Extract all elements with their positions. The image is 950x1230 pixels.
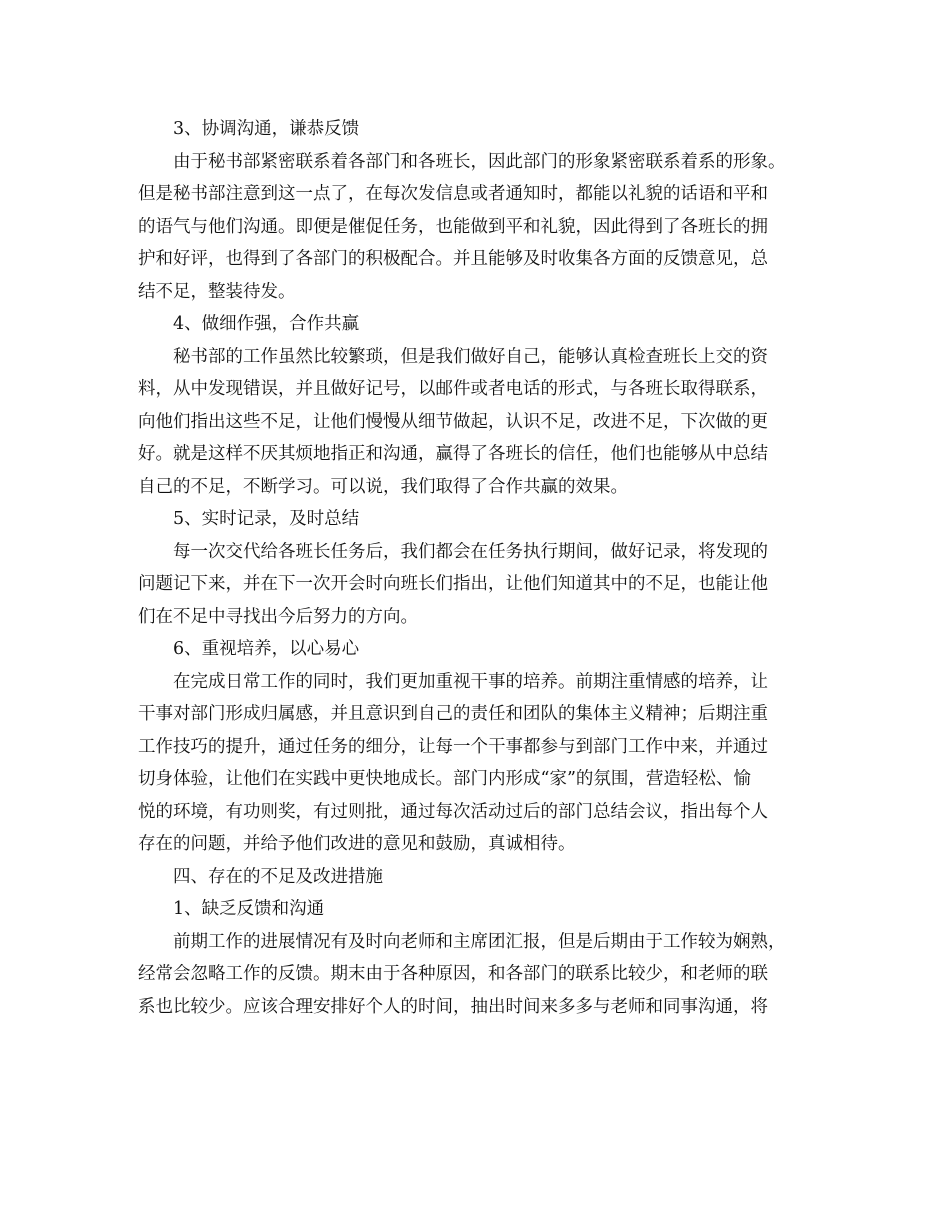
text-line: 1、缺乏反馈和沟通 (173, 899, 325, 919)
text-line: 但是秘书部注意到这一点了，在每次发信息或者通知时，都能以礼貌的话语和平和 (138, 184, 768, 204)
text-line: 向他们指出这些不足，让他们慢慢从细节做起，认识不足，改进不足，下次做的更 (138, 411, 768, 432)
text-line: 切身体验，让他们在实践中更快地成长。部门内形成“家”的氛围，营造轻松、愉 (138, 769, 751, 789)
text-line: 在完成日常工作的同时，我们更加重视干事的培养。前期注重情感的培养，让 (173, 671, 768, 692)
text-line: 系也比较少。应该合理安排好个人的时间，抽出时间来多多与老师和同事沟通，将 (138, 996, 768, 1017)
text-line: 4、做细作强，合作共赢 (173, 314, 360, 334)
text-line: 经常会忽略工作的反馈。期末由于各种原因，和各部门的联系比较少，和老师的联 (138, 964, 768, 984)
text-line: 工作技巧的提升，通过任务的细分，让每一个干事都参与到部门工作中来，并通过 (138, 736, 768, 757)
text-line: 3、协调沟通，谦恭反馈 (173, 119, 360, 139)
text-line: 存在的问题，并给予他们改进的意见和鼓励，真诚相待。 (138, 834, 576, 854)
text-line: 干事对部门形成归属感，并且意识到自己的责任和团队的集体主义精神；后期注重 (138, 704, 768, 724)
text-line: 自己的不足，不断学习。可以说，我们取得了合作共赢的效果。 (138, 476, 628, 497)
text-line: 悦的环境，有功则奖，有过则批，通过每次活动过后的部门总结会议，指出每个人 (138, 801, 768, 822)
text-line: 问题记下来，并在下一次开会时向班长们指出，让他们知道其中的不足，也能让他 (138, 574, 768, 594)
document-body (138, 113, 818, 1023)
text-line: 们在不足中寻找出今后努力的方向。 (138, 606, 418, 627)
text-line: 6、重视培养，以心易心 (173, 639, 360, 659)
text-line: 5、实时记录，及时总结 (173, 509, 360, 529)
text-line: 料，从中发现错误，并且做好记号，以邮件或者电话的形式，与各班长取得联系， (138, 379, 768, 399)
text-line: 护和好评，也得到了各部门的积极配合。并且能够及时收集各方面的反馈意见，总 (138, 249, 768, 269)
text-line: 前期工作的进展情况有及时向老师和主席团汇报，但是后期由于工作较为娴熟， (173, 931, 786, 952)
text-line: 由于秘书部紧密联系着各部门和各班长，因此部门的形象紧密联系着系的形象。 (173, 151, 786, 172)
text-line: 的语气与他们沟通。即便是催促任务，也能做到平和礼貌，因此得到了各班长的拥 (138, 216, 768, 237)
text-line: 好。就是这样不厌其烦地指正和沟通，赢得了各班长的信任，他们也能够从中总结 (138, 444, 768, 464)
text-line: 每一次交代给各班长任务后，我们都会在任务执行期间，做好记录，将发现的 (173, 541, 768, 562)
text-line: 四、存在的不足及改进措施 (173, 866, 383, 887)
text-line: 秘书部的工作虽然比较繁琐，但是我们做好自己，能够认真检查班长上交的资 (173, 346, 768, 367)
text-line: 结不足，整装待发。 (138, 281, 296, 302)
